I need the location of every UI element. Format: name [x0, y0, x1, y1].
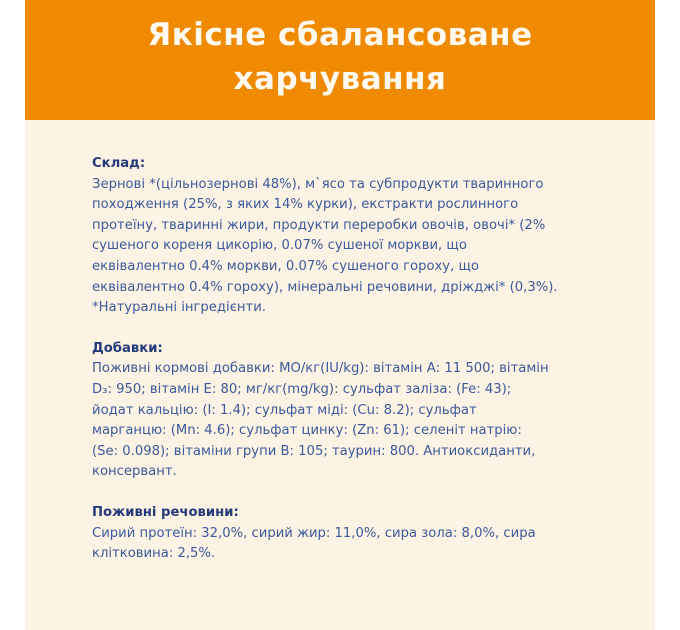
section-title: Склад:	[92, 156, 146, 171]
section-title: Поживні речовини:	[92, 504, 239, 520]
content	[92, 154, 612, 585]
text-line: протеїну, тваринні жири, продукти переробки овочів, овочі* (2%	[92, 217, 546, 233]
text-line: Поживні кормові добавки: МО/кг(IU/kg): вітамін А: 11 500; вітамін	[92, 361, 549, 377]
section-composition	[92, 154, 612, 319]
page-title	[147, 13, 532, 101]
text-line: *Натуральні інгредієнти.	[92, 300, 266, 316]
text-line: сушеного кореня цикорію, 0.07% сушеної моркви, що	[92, 238, 467, 254]
section-additives	[92, 339, 612, 483]
text-line: клітковина: 2,5%.	[92, 546, 216, 562]
text-line: еквівалентно 0.4% гороху), мінеральні речовини, дріжджі* (0,3%).	[92, 279, 558, 295]
text-line: Сирий протеїн: 32,0%, сирий жир: 11,0%, сира зола: 8,0%, сира	[92, 525, 536, 541]
title-line-1: Якісне сбалансоване	[147, 17, 533, 53]
text-line: еквівалентно 0.4% моркви, 0.07% сушеного гороху, що	[92, 258, 479, 274]
text-line: консервант.	[92, 464, 177, 480]
text-line: походження (25%, з яких 14% курки), екстракти рослинного	[92, 197, 519, 213]
title-line-2: харчування	[233, 61, 447, 97]
text-line: (Se: 0.098); вітаміни групи В: 105; таурин: 800. Антиоксиданти,	[92, 443, 536, 459]
product-info-panel	[25, 0, 655, 630]
text-line: D₃: 950; вітамін Е: 80; мг/кг(mg/kg): сульфат заліза: (Fe: 43);	[92, 381, 512, 397]
text-line: Зернові *(цільнозернові 48%), м`ясо та субпродукти тваринного	[92, 176, 544, 192]
text-line: марганцю: (Mn: 4.6); сульфат цинку: (Zn: 61); селеніт натрію:	[92, 423, 522, 439]
text-line: йодат кальцію: (I: 1.4); сульфат міді: (Cu: 8.2); сульфат	[92, 402, 477, 418]
section-title: Добавки:	[92, 340, 163, 356]
section-nutrients	[92, 503, 612, 565]
header-banner	[25, 0, 655, 120]
